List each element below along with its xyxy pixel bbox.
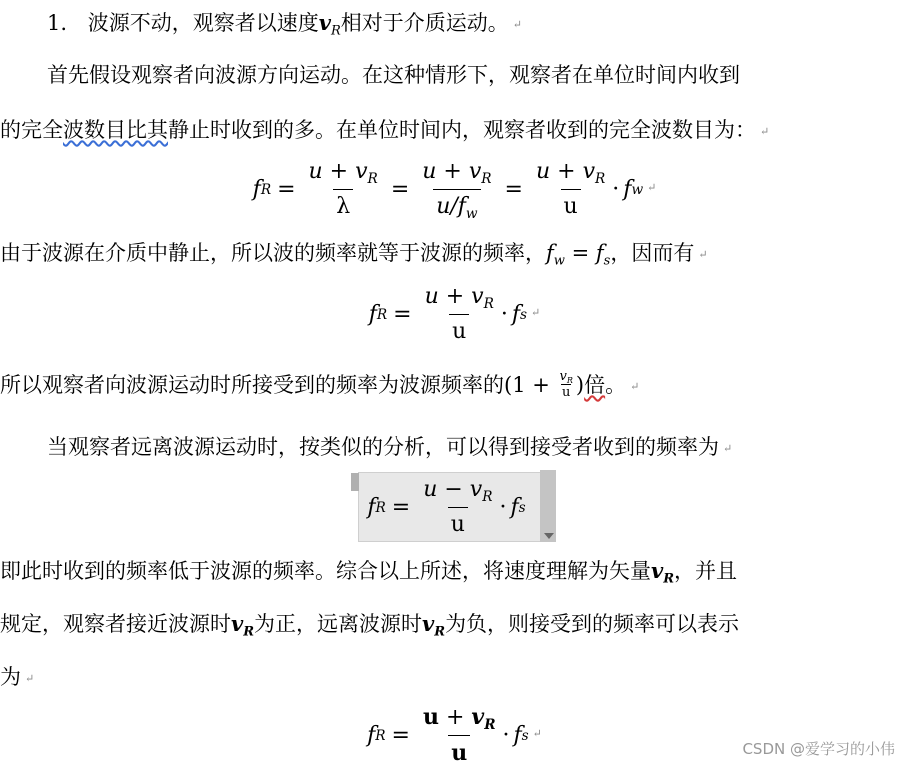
paragraph-mark-icon: ↵ [647,181,657,194]
spellcheck-underlined-text: 倍 [584,373,606,397]
eq3-fraction: $\frac{u - v_R}{u}$ [423,477,493,537]
eq1-fraction-1: $\frac{u + v_R}{\lambda}$ [308,159,378,219]
equation-1: f R = $\frac{u + v_R}{\lambda}$ = $\frac{u + v_R}{u/f_w}$ = $\frac{u + v_R}{u}$ · f w ↵ [252,159,657,222]
equation-2: f R = $\frac{u + v_R}{u}$ · f s ↵ [368,284,541,344]
paragraph-mark-icon: ↵ [760,125,770,138]
list-item-1: 1. 波源不动，观察者以速度$v_R$相对于介质运动。 ↵ [47,10,522,39]
item1-text-a: 波源不动，观察者以速度 [87,11,319,35]
paragraph-5-line-3: 为 ↵ [0,665,35,689]
watermark: CSDN @爱学习的小伟 [742,740,895,758]
paragraph-2-text-a: 由于波源在介质中静止，所以波的频率就等于波源的频率， [0,241,546,265]
velocity-symbol: v [318,10,331,35]
item1-text-b: 相对于介质运动。 [340,11,509,35]
paragraph-1-text-1: 首先假设观察者向波源方向运动。在这种情形下，观察者在单位时间内收到 [47,63,740,87]
paragraph-4 [47,432,732,466]
paragraph-1-text-2a: 的完全 [0,118,63,142]
paragraph-mark-icon: ↵ [698,248,708,261]
paragraph-2-text-b: ，因而有 [610,241,695,265]
paragraph-mark-icon: ↵ [532,727,542,740]
inline-fraction: $\frac{v_R}{u}$ [559,369,573,400]
eq1-fraction-3: $\frac{u + v_R}{u}$ [535,159,606,219]
eq1-fraction-2: $\frac{u + v_R}{u/f_w}$ [422,159,492,222]
paragraph-3-text-a: 所以观察者向波源运动时所接受到的频率为波源频率的(1 + [0,373,557,397]
paragraph-1-line-2 [0,115,769,149]
eq2-fraction: $\frac{u + v_R}{u}$ [424,284,494,344]
paragraph-4-text: 当观察者远离波源运动时，按类似的分析，可以得到接受者收到的频率为 [47,435,719,459]
paragraph-1-line-1 [47,60,740,90]
list-number: 1. [47,11,68,35]
paragraph-mark-icon: ↵ [531,306,541,319]
paragraph-mark-icon: ↵ [723,442,733,455]
paragraph-1-text-2b: 静止时收到的多。在单位时间内，观察者收到的完全波数目为： [168,118,756,142]
eq1-lhs: f [252,177,261,202]
paragraph-2: 由于波源在介质中静止，所以波的频率就等于波源的频率，$f_w = f_s$，因而有 ↵ [0,241,708,269]
eq4-fraction: $\frac{u + v_R}{u}$ [422,704,496,766]
paragraph-mark-icon: ↵ [25,672,35,685]
paragraph-5-line-1: 即此时收到的频率低于波源的频率。综合以上所述，将速度理解为矢量$v_R$，并且 [0,558,738,587]
equation-4: f R = $\frac{u + v_R}{u}$ · f s ↵ [367,704,542,766]
paragraph-mark-icon: ↵ [512,18,522,31]
paragraph-3: 所以观察者向波源运动时所接受到的频率为波源频率的(1 + $\frac{v_R}{u}$ )倍。 ↵ [0,369,640,400]
paragraph-5-line-2: 规定，观察者接近波源时$v_R$为正，远离波源时$v_R$为负，则接受到的频率可以表示 [0,611,740,640]
equation-3[interactable]: f R = $\frac{u - v_R}{u}$ · f s [367,477,526,537]
paragraph-5-text-a: 即此时收到的频率低于波源的频率。综合以上所述，将速度理解为矢量 [0,559,651,583]
spellcheck-underlined-text: 波数目比其 [63,118,168,142]
paragraph-mark-icon: ↵ [630,380,640,393]
